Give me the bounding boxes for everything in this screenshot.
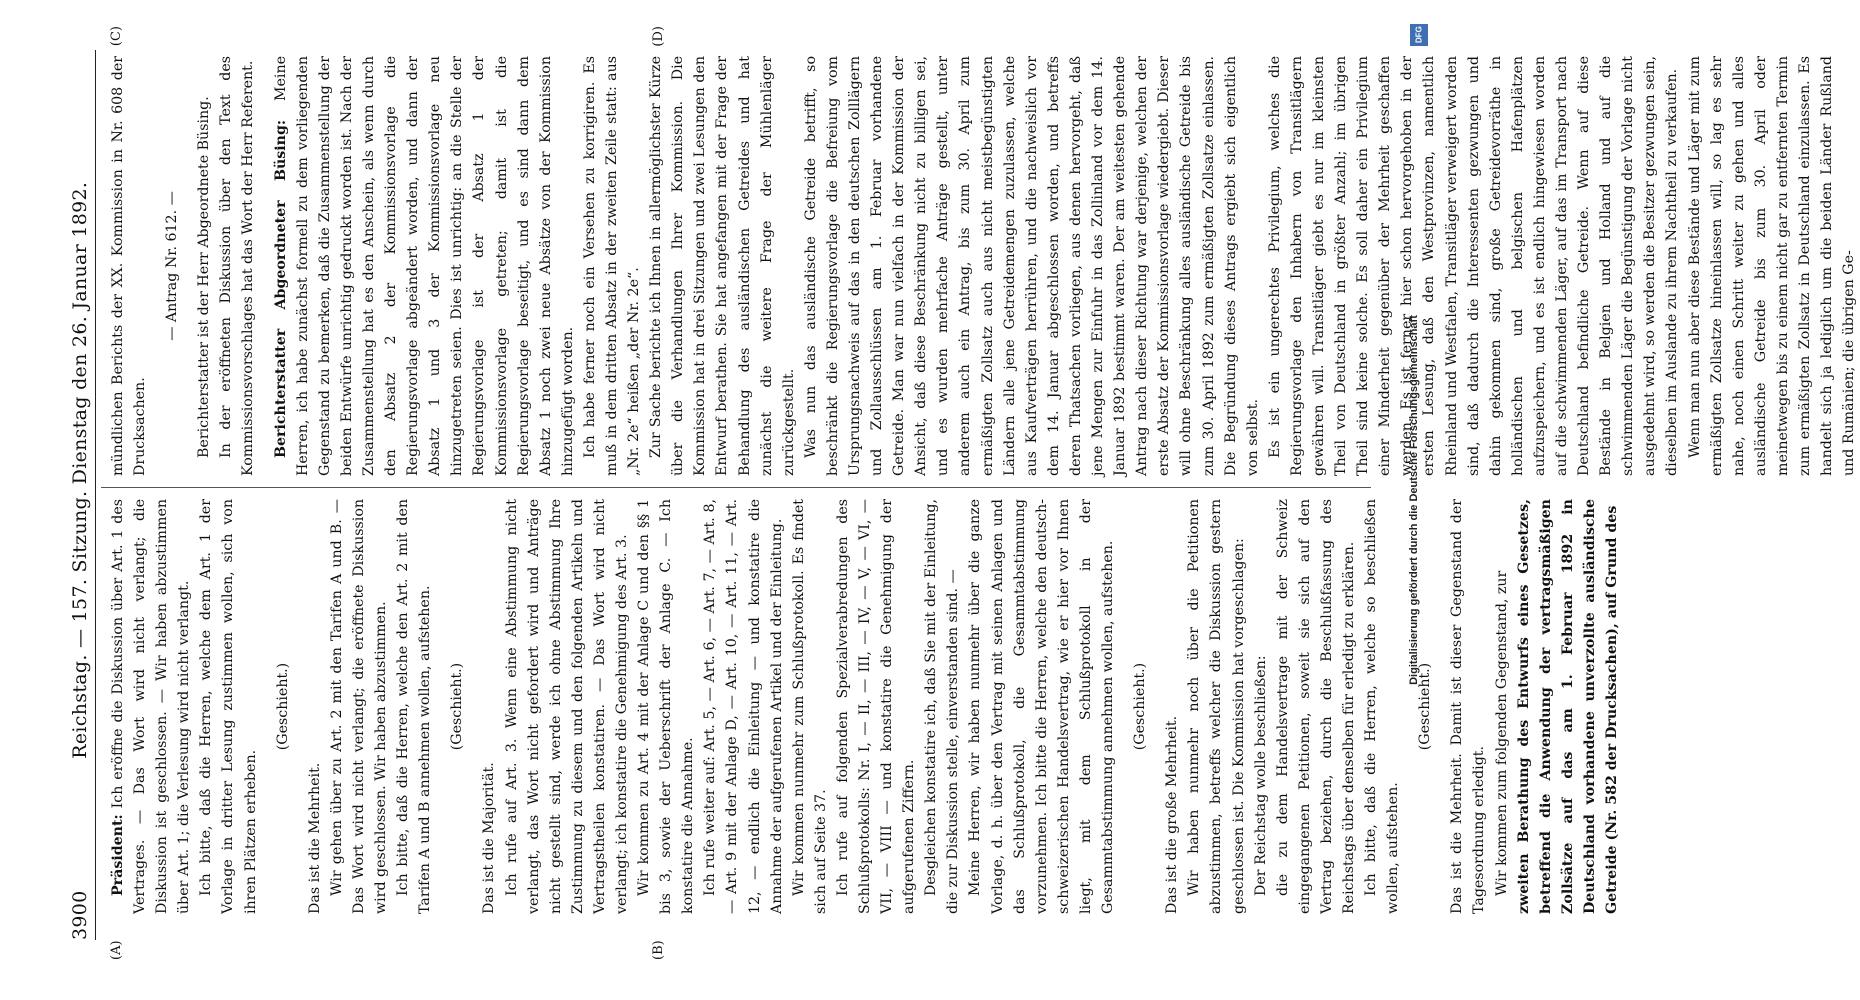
paragraph-text: Ich bitte, daß die Herren, welche so beschließen wollen, aufstehen.	[1363, 499, 1402, 914]
digitization-note	[1400, 20, 1428, 980]
paragraph	[193, 56, 215, 476]
paragraph-gap	[260, 56, 270, 476]
margin-mark-c: (C)	[109, 26, 124, 47]
margin-mark-d: (D)	[651, 26, 666, 47]
paragraph	[392, 499, 436, 914]
paragraph	[1272, 499, 1360, 914]
header-rule	[95, 50, 96, 940]
paragraph-text: mündlichen Berichts der XX. Kommission in Nr. 608 der Drucksachen.	[110, 56, 149, 476]
paragraph	[1684, 56, 1860, 476]
paragraph	[832, 499, 920, 914]
paragraph-text: (Geschieht.)	[1417, 662, 1434, 751]
paragraph	[1491, 499, 1513, 914]
paragraph	[272, 499, 294, 914]
paragraph	[1360, 499, 1404, 914]
paragraph	[270, 56, 579, 476]
paragraph-text: (Geschieht.)	[274, 662, 291, 751]
paragraph-text: Ich rufe auf Art. 3. Wenn eine Abstimmung nicht verlangt, das Wort nicht gefordert wird und Anträge nicht gestellt sind, werde ich ohne Abstimmung Ihre Zustimmung zu diesem und den folgenden Artikeln und Vertragstheilen konstatiren. — Das Wort wird nicht verlangt; ich konstatire die Genehmigung des Art. 3.	[503, 499, 630, 914]
paragraph	[195, 499, 261, 914]
paragraph	[107, 499, 195, 914]
paragraph	[1513, 499, 1623, 914]
paragraph-text: Wir kommen nunmehr zum Schlußprotokoll. Es findet sich auf Seite 37.	[790, 499, 829, 914]
speaker-name: Berichterstatter Abgeordneter Büsing:	[272, 119, 289, 458]
paragraph-text: Desgleichen konstatire ich, daß Sie mit der Einleitung, die zur Diskussion stelle, einverstanden sind. —	[923, 499, 962, 914]
paragraph	[633, 499, 699, 914]
paragraph	[788, 499, 832, 914]
speaker-name: Präsident:	[110, 814, 126, 896]
dfg-logo: DFG	[1410, 24, 1428, 46]
paragraph-text: Ich habe ferner noch ein Versehen zu korrigiren. Es muß in dem dritten Absatz in der zweiten Zeile statt: aus „Nr. 2e“ heißen „der Nr. 2e“.	[581, 56, 643, 476]
paragraph-text: (Geschieht.)	[1132, 662, 1149, 751]
paragraph	[501, 499, 634, 914]
paragraph	[1183, 499, 1249, 914]
paragraph-text: Wenn man nun aber diese Bestände und Läger mit zum ermäßigten Zollsatze hineinlassen will, so lag es sehr nahe, noch einen Schritt weiter zu gehen und alles ausländische Getreide bis zum 30. April oder meinetwegen bis zu einem nicht gar zu entfernten Termin zum ermäßigten Zollsatz in Deutschland einzulassen. Es handelt sich ja lediglich um die beiden Länder Rußland und Rumänien; die übrigen Ge-	[1686, 56, 1858, 476]
paragraph-text: Meine Herren, ich habe zunächst formell zu dem vorliegenden Gegenstand zu bemerken, daß die Zusammenstellung der beiden Entwürfe unrichtig gedruckt worden ist. Nach der Zusammenstellung hat es den Anschein, als wenn durch den Absatz 2 der Kommissionsvorlage die Regierungsvorlage abgeändert worden, und dann der Absatz 1 und 3 der Kommissionsvorlage neu hinzugetreten seien. Dies ist unrichtig: an die Stelle der Regierungsvorlage ist der Absatz 1 der Kommissionsvorlage getreten; damit ist die Regierungsvorlage beseitigt, und es sind dann dem Absatz 1 noch zwei neue Absätze von der Kommission hinzugefügt worden.	[272, 56, 576, 476]
paragraph-text: Das ist die Mehrheit. Damit ist dieser Gegenstand der Tagesordnung erledigt.	[1449, 499, 1488, 914]
margin-mark-b: (B)	[651, 940, 666, 960]
paragraph	[800, 56, 1264, 476]
paragraph	[1250, 499, 1272, 914]
paragraph	[645, 56, 800, 476]
paragraph-text: Ich bitte, daß die Herren, welche den Art. 2 mit den Tarifen A und B annehmen wollen, aufstehen.	[395, 499, 434, 914]
paragraph	[215, 56, 259, 476]
paragraph	[326, 499, 392, 914]
paragraph-text: Zur Sache berichte ich Ihnen in allermöglichster Kürze über die Verhandlungen Ihrer Kommission. Die Kommission hat in drei Sitzungen und zwei Lesungen den Entwurf berathen. Sie hat angefangen mit der Frage der Behandlung des ausländischen Getreides und hat zunächst die weitere Frage der Mühlenläger zurückgestellt.	[648, 56, 797, 476]
paragraph-text: Meine Herren, wir haben nunmehr über die ganze Vorlage, d. h. über den Vertrag mit seinen Anlagen und das Schlußprotokoll, die Gesammtabstimmung vorzunehmen. Ich bitte die Herren, welche den deutsch-schweizerischen Handelsvertrag, wie er hier vor Ihnen liegt, mit dem Schlußprotokoll in der Gesammtabstimmung annehmen wollen, aufstehen.	[967, 499, 1117, 914]
paragraph-text: die zu dem Handelsvertrage mit der Schweiz eingegangenen Petitionen, soweit sie sich auf den Vertrag beziehen, durch die Beschlußfassung des Reichstags über denselben für erledigt zu erklären.	[1274, 499, 1357, 914]
paragraph	[964, 499, 1119, 914]
paragraph-text: Ich bitte, daß die Herren, welche dem Art. 1 der Vorlage in dritter Lesung zustimmen wollen, sich von ihren Plätzen erheben.	[198, 499, 259, 914]
paragraph-text: Das ist die Majorität.	[481, 762, 498, 914]
digitization-note-text: Digitalisierung gefördert durch die Deutsche Forschungsgemeinschaft	[1408, 315, 1420, 685]
right-column	[107, 56, 1858, 476]
paragraph	[920, 499, 964, 914]
paragraph	[107, 56, 151, 476]
paragraph-text: Das ist die große Mehrheit.	[1164, 715, 1181, 914]
paragraph	[699, 499, 787, 914]
paragraph-text: — Antrag Nr. 612. —	[164, 191, 181, 341]
paragraph-text: zweiten Berathung des Entwurfs eines Gesetzes, betreffend die Anwendung der vertragsmäßigen Zollsätze auf das am 1. Februar 1892 in Deutschland vorhandene unverzollte ausländische Getreide (Nr. 582 der Drucksachen), auf Grund des	[1515, 499, 1620, 914]
paragraph	[1161, 499, 1183, 914]
paragraph	[1129, 499, 1151, 914]
paragraph-text: Was nun das ausländische Getreide betrifft, so beschränkt die Regierungsvorlage die Befreiung vom Ursprungsnachweis auf das in den deutschen Zolllägern und Zollausschlüssen am 1. Februar vorhandene Getreide. Man war nun vielfach in der Kommission der Ansicht, daß diese Beschränkung nicht zu billigen sei, und es wurden mehrfache Anträge gestellt, unter anderem auch ein Antrag, bis zum 30. April zum ermäßigten Zollsatz auch aus nicht meistbegünstigten Ländern alle jene Getreidemengen zuzulassen, welche aus Kaufverträgen herrühren, und die nachweislich vor dem 14. Januar abgeschlossen worden, und betreffs deren Thatsachen vorliegen, aus denen hervorgeht, daß jene Mengen zur Einfuhr in das Zollinland vor dem 14. Januar 1892 bestimmt waren. Der am weitesten gehende Antrag nach dieser Richtung war derjenige, welchen der erste Absatz der Kommissionsvorlage wiedergiebt. Dieser will ohne Beschränkung alles ausländische Getreide bis zum 30. April 1892 zum ermäßigten Zollsatze einlassen. Die Begründung dieses Antrags ergiebt sich eigentlich von selbst.	[802, 56, 1261, 476]
paragraph-text: Der Reichstag wolle beschließen:	[1252, 655, 1269, 896]
paragraph-text: Ich eröffne die Diskussion über Art. 1 des Vertrages. — Das Wort wird nicht verlangt; die Diskussion ist geschlossen. — Wir haben abzustimmen über Art. 1; die Verlesung wird nicht verlangt.	[110, 499, 193, 914]
paragraph-text: Berichterstatter ist der Herr Abgeordnete Büsing.	[196, 96, 213, 458]
margin-mark-a: (A)	[109, 940, 124, 960]
page-title: Reichstag. — 157. Sitzung. Dienstag den 26. Januar 1892.	[69, 181, 91, 759]
paragraph-text: Wir kommen zu Art. 4 mit der Anlage C und den §§ 1 bis 3, sowie der Ueberschrift der Anlage C. — Ich konstatire die Annahme.	[636, 499, 697, 914]
paragraph-text: Wir kommen zum folgenden Gegenstand, zur	[1493, 570, 1510, 896]
paragraph-text: Wir gehen über zu Art. 2 mit den Tarifen A und B. — Das Wort wird nicht verlangt; die eröffnete Diskussion wird geschlossen. Wir haben abzustimmen.	[328, 499, 390, 914]
paragraph	[579, 56, 645, 476]
paragraph-text: Das ist die Mehrheit.	[306, 762, 323, 914]
paragraph-text: Wir haben nunmehr noch über die Petitionen abzustimmen, betreffs welcher die Diskussion gestern geschlossen ist. Die Kommission hat vorgeschlagen:	[1186, 499, 1247, 914]
paragraph	[161, 56, 183, 476]
paragraph-text: Ich rufe weiter auf: Art. 5, — Art. 6, — Art. 7, — Art. 8, — Art. 9 mit der Anlage D, — Art. 10, — Art. 11, — Art. 12, — endlich die Einleitung — und konstatire die Annahme der aufgerufenen Artikel und der Einleitung.	[702, 499, 785, 914]
paragraph	[304, 499, 326, 914]
page-header	[57, 50, 91, 940]
paragraph-text: In der eröffneten Diskussion über den Text des Kommissionsvorschlages hat das Wort der Herr Referent.	[218, 56, 257, 476]
paragraph	[478, 499, 500, 914]
page-number: 3900	[69, 890, 91, 940]
paragraph-text: Es ist ein ungerechtes Privilegium, welches die Regierungsvorlage den Inhabern von Transitlägern gewähren will. Transitläger giebt es nur im kleinsten Theil von Deutschland in größter Anzahl; im übrigen Theil sind keine solche. Es soll daher ein Privilegium einer Minderheit gegenüber der Mehrheit geschaffen werden. Es ist ferner hier schon hervorgehoben in der ersten Lesung, daß den Westprovinzen, namentlich Rheinland und Westfalen, Transitläger verweigert worden sind, daß dadurch die Interessenten gezwungen und dahin gekommen sind, große Getreidevorräthe in holländischen und belgischen Hafenplätzen aufzuspeichern, und es ist endlich hingewiesen worden auf die schwimmenden Läger, auf das im Transport nach Deutschland befindliche Getreide. Wenn auf diese Bestände in Belgien und Holland und auf die schwimmenden Läger die Begünstigung der Vorlage nicht ausgedehnt wird, so werden die Besitzer gezwungen sein, dieselben im Auslande zu ihrem Nachtheil zu verkaufen.	[1266, 56, 1681, 476]
paragraph	[446, 499, 468, 914]
paragraph-text: (Geschieht.)	[449, 662, 466, 751]
paragraph	[1264, 56, 1684, 476]
column-divider	[101, 487, 1371, 488]
paragraph	[1446, 499, 1490, 914]
paragraph-text: Ich rufe auf folgenden Spezialverabredungen des Schlußprotokolls: Nr. I, — II, — III, — IV, — V, — VI, — VII, — VIII — und konstatire die Genehmigung der aufgerufenen Ziffern.	[834, 499, 918, 914]
